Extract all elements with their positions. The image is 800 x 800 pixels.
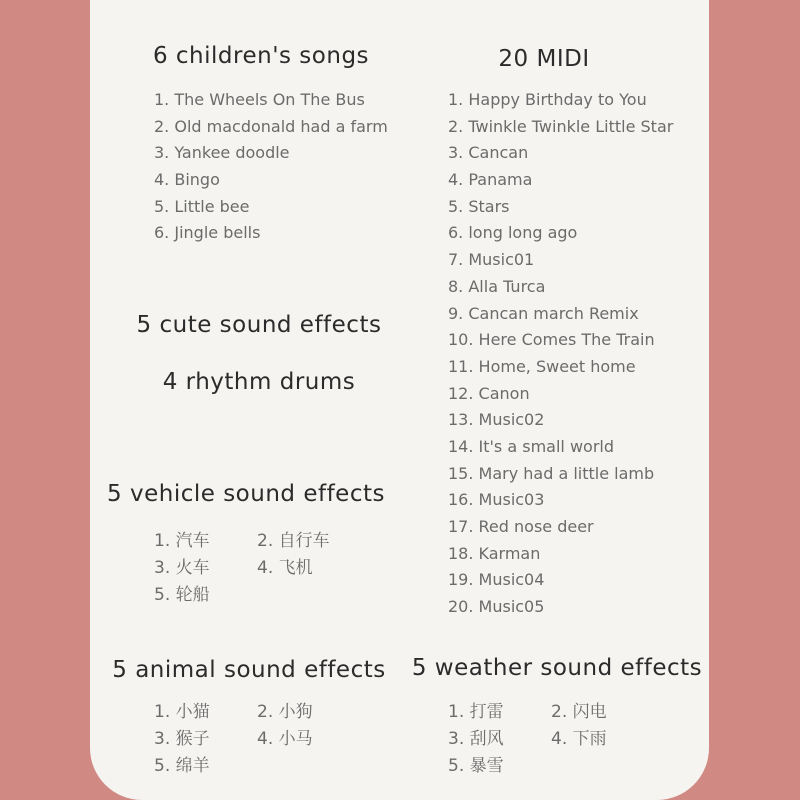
heading-children-songs: 6 children's songs bbox=[152, 43, 370, 69]
list-item: 19. Music04 bbox=[448, 570, 545, 590]
heading-weather-effects: 5 weather sound effects bbox=[411, 655, 703, 681]
list-item: 5. 暴雪 bbox=[448, 756, 504, 776]
midi-list bbox=[448, 87, 673, 621]
list-item: 3. 火车 bbox=[154, 558, 210, 578]
weather-effects-grid bbox=[448, 699, 661, 780]
list-item: 10. Here Comes The Train bbox=[448, 330, 655, 350]
heading-midi: 20 MIDI bbox=[498, 46, 590, 72]
list-item: 16. Music03 bbox=[448, 490, 545, 510]
children-songs-list bbox=[154, 87, 388, 247]
list-item: 20. Music05 bbox=[448, 597, 545, 617]
list-item: 18. Karman bbox=[448, 543, 541, 563]
list-item: 6. long long ago bbox=[448, 223, 578, 243]
list-item: 1. The Wheels On The Bus bbox=[154, 90, 365, 109]
list-item: 4. 小马 bbox=[257, 729, 313, 749]
list-item: 1. 小猫 bbox=[154, 702, 210, 722]
list-item: 4. Bingo bbox=[154, 170, 220, 190]
animal-effects-grid bbox=[154, 699, 367, 780]
heading-cute-effects: 5 cute sound effects bbox=[136, 312, 382, 338]
list-item: 3. Yankee doodle bbox=[154, 143, 290, 163]
list-item: 2. Old macdonald had a farm bbox=[154, 116, 388, 136]
list-item: 5. Little bee bbox=[154, 196, 250, 216]
vehicle-effects-grid bbox=[154, 528, 367, 609]
list-item: 5. Stars bbox=[448, 196, 510, 216]
list-item: 2. 自行车 bbox=[257, 531, 330, 551]
list-item: 1. Happy Birthday to You bbox=[448, 90, 647, 109]
list-item: 11. Home, Sweet home bbox=[448, 356, 636, 376]
heading-rhythm-drums: 4 rhythm drums bbox=[162, 369, 356, 395]
list-item: 13. Music02 bbox=[448, 410, 545, 430]
list-item: 7. Music01 bbox=[448, 250, 535, 270]
list-item: 4. 下雨 bbox=[551, 729, 607, 749]
heading-animal-effects: 5 animal sound effects bbox=[112, 657, 386, 683]
heading-vehicle-effects: 5 vehicle sound effects bbox=[107, 481, 385, 507]
list-item: 3. 刮风 bbox=[448, 729, 504, 749]
list-item: 1. 打雷 bbox=[448, 702, 504, 722]
list-item: 9. Cancan march Remix bbox=[448, 303, 639, 323]
list-item: 4. Panama bbox=[448, 170, 533, 190]
list-item: 17. Red nose deer bbox=[448, 517, 594, 536]
list-item: 6. Jingle bells bbox=[154, 223, 261, 243]
list-item: 12. Canon bbox=[448, 383, 530, 403]
list-item: 1. 汽车 bbox=[154, 531, 210, 551]
list-item: 2. Twinkle Twinkle Little Star bbox=[448, 116, 674, 136]
list-item: 14. It's a small world bbox=[448, 436, 614, 456]
list-item: 3. 猴子 bbox=[154, 729, 210, 749]
list-item: 4. 飞机 bbox=[257, 558, 313, 578]
list-item: 5. 轮船 bbox=[154, 585, 210, 605]
list-item: 2. 闪电 bbox=[551, 702, 607, 722]
list-item: 5. 绵羊 bbox=[154, 756, 210, 776]
list-item: 15. Mary had a little lamb bbox=[448, 463, 655, 483]
list-item: 3. Cancan bbox=[448, 143, 529, 163]
list-item: 8. Alla Turca bbox=[448, 276, 546, 296]
list-item: 2. 小狗 bbox=[257, 702, 313, 722]
